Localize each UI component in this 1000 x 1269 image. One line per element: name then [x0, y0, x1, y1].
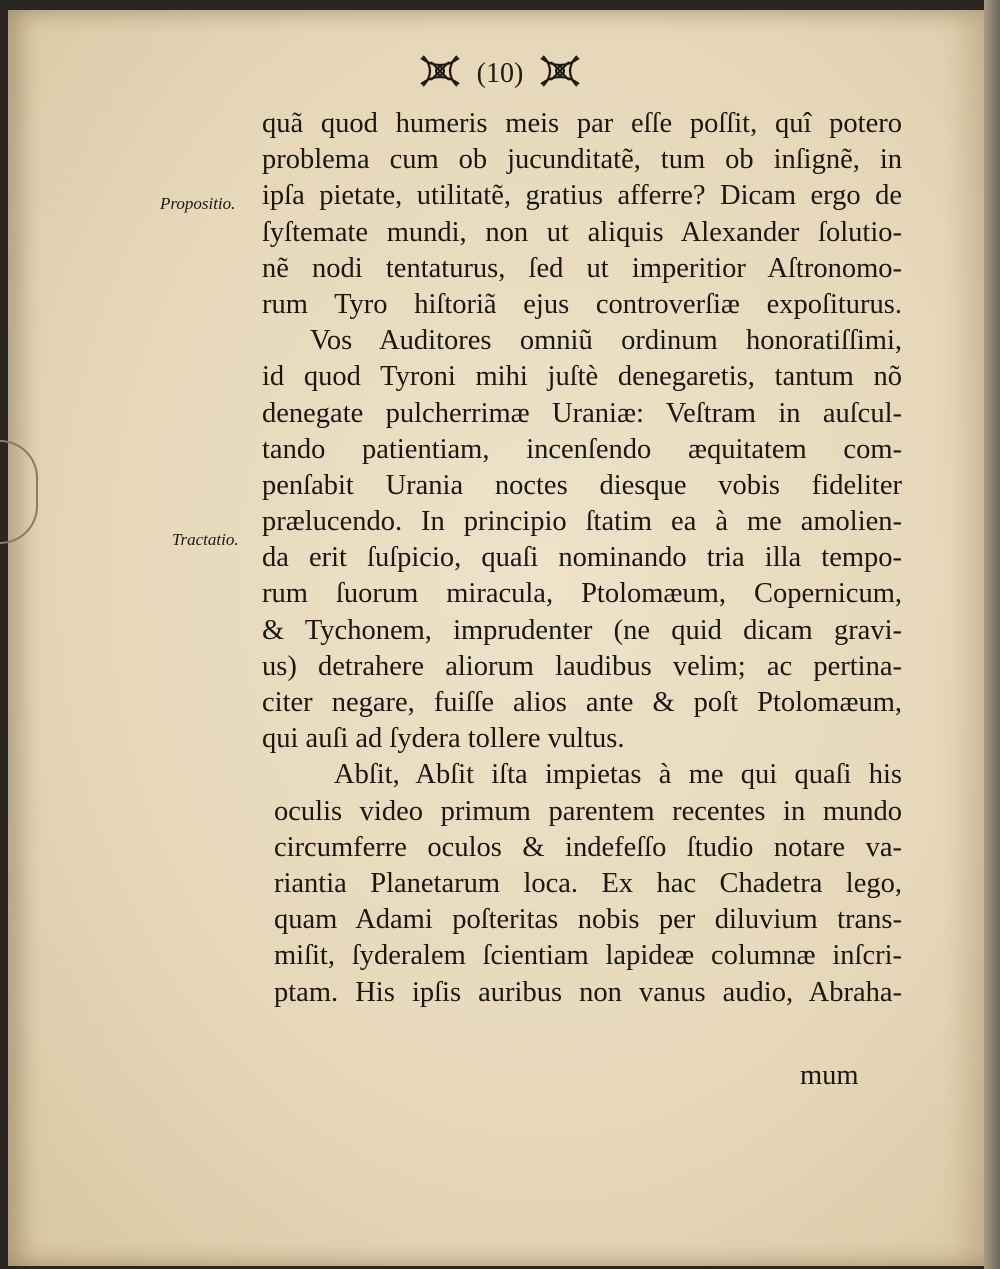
text-line: ſyſtemate mundi, non ut aliquis Alexander ſolutio-	[262, 216, 902, 248]
body-text	[262, 106, 902, 1011]
text-line: & Tychonem, imprudenter (ne quid dicam gravi-	[262, 614, 902, 646]
margin-note-propositio: Propositio.	[160, 194, 236, 213]
text-line: ipſa pietate, utilitatẽ, gratius afferre? Dicam ergo de	[262, 180, 902, 212]
text-line: prælucendo. In principio ſtatim ea à me amolien-	[262, 506, 902, 538]
text-line: quã quod humeris meis par eſſe poſſit, quî potero	[262, 108, 902, 139]
text-line: denegate pulcherrimæ Uraniæ: Veſtram in auſcul-	[262, 397, 902, 429]
page-edge	[984, 0, 1000, 1269]
text-line: quam Adami poſteritas nobis per diluvium trans-	[274, 904, 902, 936]
text-line: oculis video primum parentem recentes in mundo	[274, 795, 902, 827]
text-line: id quod Tyroni mihi juſtè denegaretis, tantum nõ	[262, 361, 902, 393]
text-line: us) detrahere aliorum laudibus velim; ac pertina-	[262, 650, 902, 682]
text-line: Vos Auditores omniũ ordinum honoratiſſimi,	[310, 325, 902, 357]
text-line: riantia Planetarum loca. Ex hac Chadetra lego,	[274, 867, 902, 899]
text-line: qui auſi ad ſydera tollere vultus.	[262, 723, 625, 755]
text-line: citer negare, fuiſſe alios ante & poſt Ptolomæum,	[262, 687, 902, 718]
text-line: rum Tyro hiſtoriã ejus controverſiæ expoſiturus.	[262, 288, 902, 320]
text-line: tando patientiam, incenſendo æquitatem com-	[262, 433, 902, 465]
text-line: rum ſuorum miracula, Ptolomæum, Copernicum,	[262, 578, 902, 610]
text-line: miſit, ſyderalem ſcientiam lapideæ columnæ inſcri-	[274, 940, 902, 972]
text-line: nẽ nodi tentaturus, ſed ut imperitior Aſtronomo-	[262, 252, 902, 284]
fleuron-left-icon	[417, 52, 463, 95]
page-number: (10)	[476, 57, 524, 89]
text-line: ptam. His ipſis auribus non vanus audio, Abraha-	[274, 976, 902, 1008]
text-line: Abſit, Abſit iſta impietas à me qui quaſi his	[334, 759, 902, 791]
text-line: da erit ſuſpicio, quaſi nominando tria illa tempo-	[262, 542, 902, 574]
fleuron-right-icon	[537, 52, 583, 95]
text-line: penſabit Urania noctes diesque vobis fideliter	[262, 469, 902, 501]
margin-note-tractatio: Tractatio.	[172, 530, 239, 549]
page-header	[0, 52, 1000, 95]
text-line: circumferre oculos & indefeſſo ſtudio notare va-	[274, 831, 902, 863]
catchword: mum	[800, 1060, 859, 1091]
text-line: problema cum ob jucunditatẽ, tum ob inſignẽ, in	[262, 144, 902, 176]
